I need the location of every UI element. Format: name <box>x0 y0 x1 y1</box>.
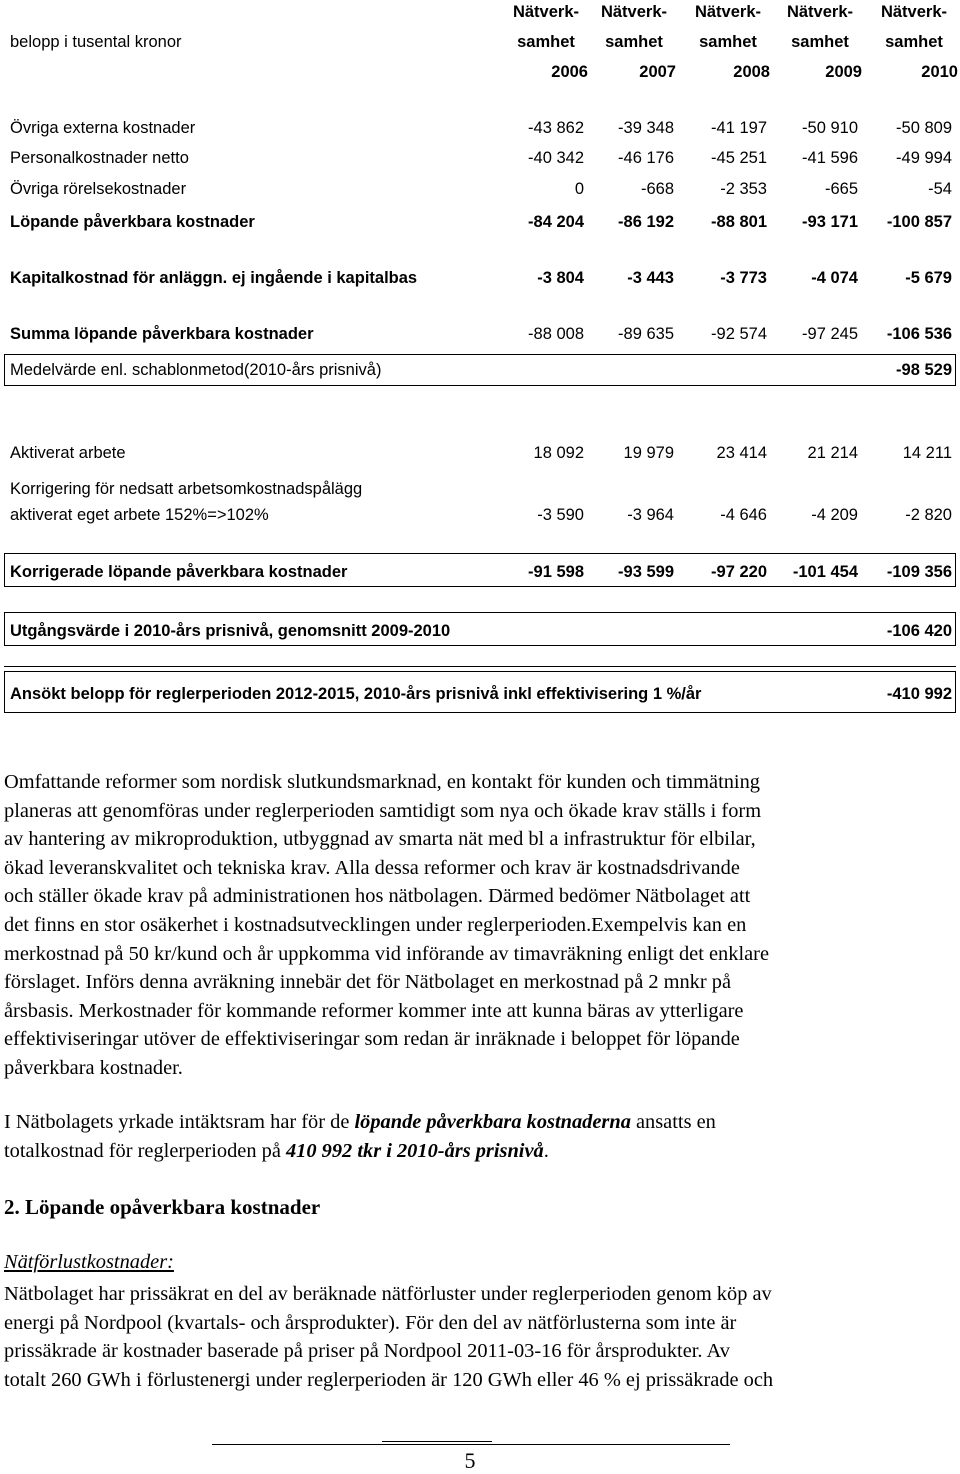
cell-value: -50 910 <box>802 119 858 137</box>
cell-value: -5 679 <box>905 269 952 287</box>
cell-value: -4 209 <box>811 506 858 524</box>
row-label: Kapitalkostnad för anläggn. ej ingående i kapitalbas <box>10 269 418 287</box>
cell-value: 19 979 <box>623 444 674 462</box>
cell-value: -2 820 <box>905 506 952 524</box>
cell-value: -4 646 <box>720 506 767 524</box>
column-header-2009: Nätverk- samhet 2009 <box>786 3 862 81</box>
cell-value: 21 214 <box>807 444 858 462</box>
paragraph-reforms: Omfattande reformer som nordisk slutkundsmarknad, en kontakt för kunden och timmätning planeras att genomföras under reglerperioden samtidigt som nya och ökade krav ställs i form av hantering av mikroproduktion, utbyggnad av smarta nät med bl a infrastruktur för elbilar, ökad leveranskvalitet och tekniska krav. Alla dessa reformer och krav är kostnadsdrivande och ställer ökade krav på administrationen hos nätbolagen. Därmed bedömer Nätbolaget att det finns en stor osäkerhet i kostnadsutvecklingen under reglerperioden.Exempelvis kan en merkostnad på 50 kr/kund och år uppkomma vid införande av timavräkning enligt det enklare förslaget. Införs denna avräkning innebär det för Nätbolaget en merkostnad på 2 mnkr på årsbasis. Merkostnader för kommande reformer kommer inte att kunna bäras av ytterligare effektiviseringar utöver de effektiviseringar som redan är inräknade i beloppet för löpande påverkbara kostnader. <box>4 771 769 1079</box>
cell-value: -93 599 <box>618 563 674 581</box>
cell-value: -97 220 <box>711 563 767 581</box>
table-row <box>0 322 960 346</box>
row-label: Övriga rörelsekostnader <box>10 180 187 198</box>
footer-divider-short <box>382 1441 492 1442</box>
column-header-2010: Nätverk- samhet 2010 <box>880 3 958 81</box>
cell-value: -101 454 <box>792 563 858 581</box>
section-heading: 2. Löpande opåverkbara kostnader <box>4 1195 321 1219</box>
table-row <box>0 441 960 465</box>
cell-value: -41 596 <box>802 149 858 167</box>
cell-value: -4 074 <box>811 269 858 287</box>
column-header-2008: Nätverk- samhet 2008 <box>694 3 770 81</box>
cell-value: -45 251 <box>711 149 767 167</box>
row-label: aktiverat eget arbete 152%=>102% <box>10 506 269 524</box>
cell-value: -89 635 <box>618 325 674 343</box>
table-row <box>0 266 960 290</box>
cell-value: -3 590 <box>537 506 584 524</box>
cell-value: -3 443 <box>627 269 674 287</box>
table-row <box>0 358 960 382</box>
cell-value: -40 342 <box>528 149 584 167</box>
cell-value: -3 773 <box>720 269 767 287</box>
cell-value: -84 204 <box>528 213 584 231</box>
cell-value: -43 862 <box>528 119 584 137</box>
table-row <box>0 177 960 201</box>
paragraph-grid-losses: Nätbolaget har prissäkrat en del av beräknade nätförluster under reglerperioden genom köp av energi på Nordpool (kvartals- och årsprodukter). För den del av nätförlusterna som inte är prissäkrade är kostnader baserade på priser på Nordpool 2011-03-16 för årsprodukter. Av totalt 260 GWh i förlustenergi under reglerperioden är 120 GWh eller 46 % ej prissäkrade och <box>4 1283 774 1391</box>
row-label: Medelvärde enl. schablonmetod(2010-års prisnivå) <box>10 361 382 379</box>
cell-value: -98 529 <box>896 361 952 379</box>
table-row <box>0 619 960 643</box>
cell-value: -49 994 <box>896 149 952 167</box>
cell-value: -39 348 <box>618 119 674 137</box>
cell-value: 14 211 <box>902 444 952 462</box>
cell-value: -41 197 <box>711 119 767 137</box>
cell-value: -106 536 <box>886 325 952 343</box>
cell-value: -88 801 <box>711 213 767 231</box>
table-row <box>0 146 960 170</box>
row-label: Utgångsvärde i 2010-års prisnivå, genomsnitt 2009-2010 <box>10 622 451 640</box>
cell-value: -93 171 <box>802 213 858 231</box>
page-number: 5 <box>464 1448 476 1473</box>
table-row <box>0 210 960 234</box>
cell-value: -109 356 <box>886 563 952 581</box>
row-label: Korrigering för nedsatt arbetsomkostnadspålägg <box>10 480 363 498</box>
row-label: Summa löpande påverkbara kostnader <box>10 325 314 343</box>
column-header-2006: Nätverk- samhet 2006 <box>512 3 588 81</box>
cell-value: 18 092 <box>533 444 584 462</box>
table-row <box>0 116 960 140</box>
cell-value: -106 420 <box>886 622 952 640</box>
cell-value: -46 176 <box>618 149 674 167</box>
cell-value: 23 414 <box>716 444 767 462</box>
table-row <box>0 682 960 706</box>
cell-value: -2 353 <box>720 180 767 198</box>
cell-value: -88 008 <box>528 325 584 343</box>
table-row <box>0 560 960 584</box>
unit-label: belopp i tusental kronor <box>10 33 182 51</box>
cell-value: -665 <box>824 180 858 198</box>
row-label: Personalkostnader netto <box>10 149 189 167</box>
cell-value: -91 598 <box>528 563 584 581</box>
subsection-heading: Nätförlustkostnader: <box>4 1251 174 1273</box>
cell-value: -54 <box>928 180 952 198</box>
row-label: Löpande påverkbara kostnader <box>10 213 255 231</box>
column-header-2007: Nätverk- samhet 2007 <box>600 3 676 81</box>
row-label: Övriga externa kostnader <box>10 119 196 137</box>
cell-value: 0 <box>574 180 584 198</box>
cell-value: -410 992 <box>886 685 952 703</box>
cell-value: -3 964 <box>627 506 674 524</box>
cell-value: -50 809 <box>896 119 952 137</box>
table-row <box>0 503 960 527</box>
paragraph-revenue-frame: I Nätbolagets yrkade intäktsram har för de löpande påverkbara kostnaderna ansatts en totalkostnad för reglerperioden på 410 992 tkr i 2010-års prisnivå. <box>4 1111 716 1162</box>
cell-value: -668 <box>640 180 674 198</box>
cell-value: -92 574 <box>711 325 767 343</box>
divider <box>4 666 956 667</box>
cell-value: -3 804 <box>537 269 584 287</box>
row-label: Korrigerade löpande påverkbara kostnader <box>10 563 348 581</box>
row-label: Aktiverat arbete <box>10 444 126 462</box>
row-label: Ansökt belopp för reglerperioden 2012-2015, 2010-års prisnivå inkl effektivisering 1 %/år <box>10 685 702 703</box>
cell-value: -97 245 <box>802 325 858 343</box>
table-row <box>0 477 960 501</box>
footer-divider <box>212 1444 730 1445</box>
cell-value: -86 192 <box>618 213 674 231</box>
cell-value: -100 857 <box>886 213 952 231</box>
